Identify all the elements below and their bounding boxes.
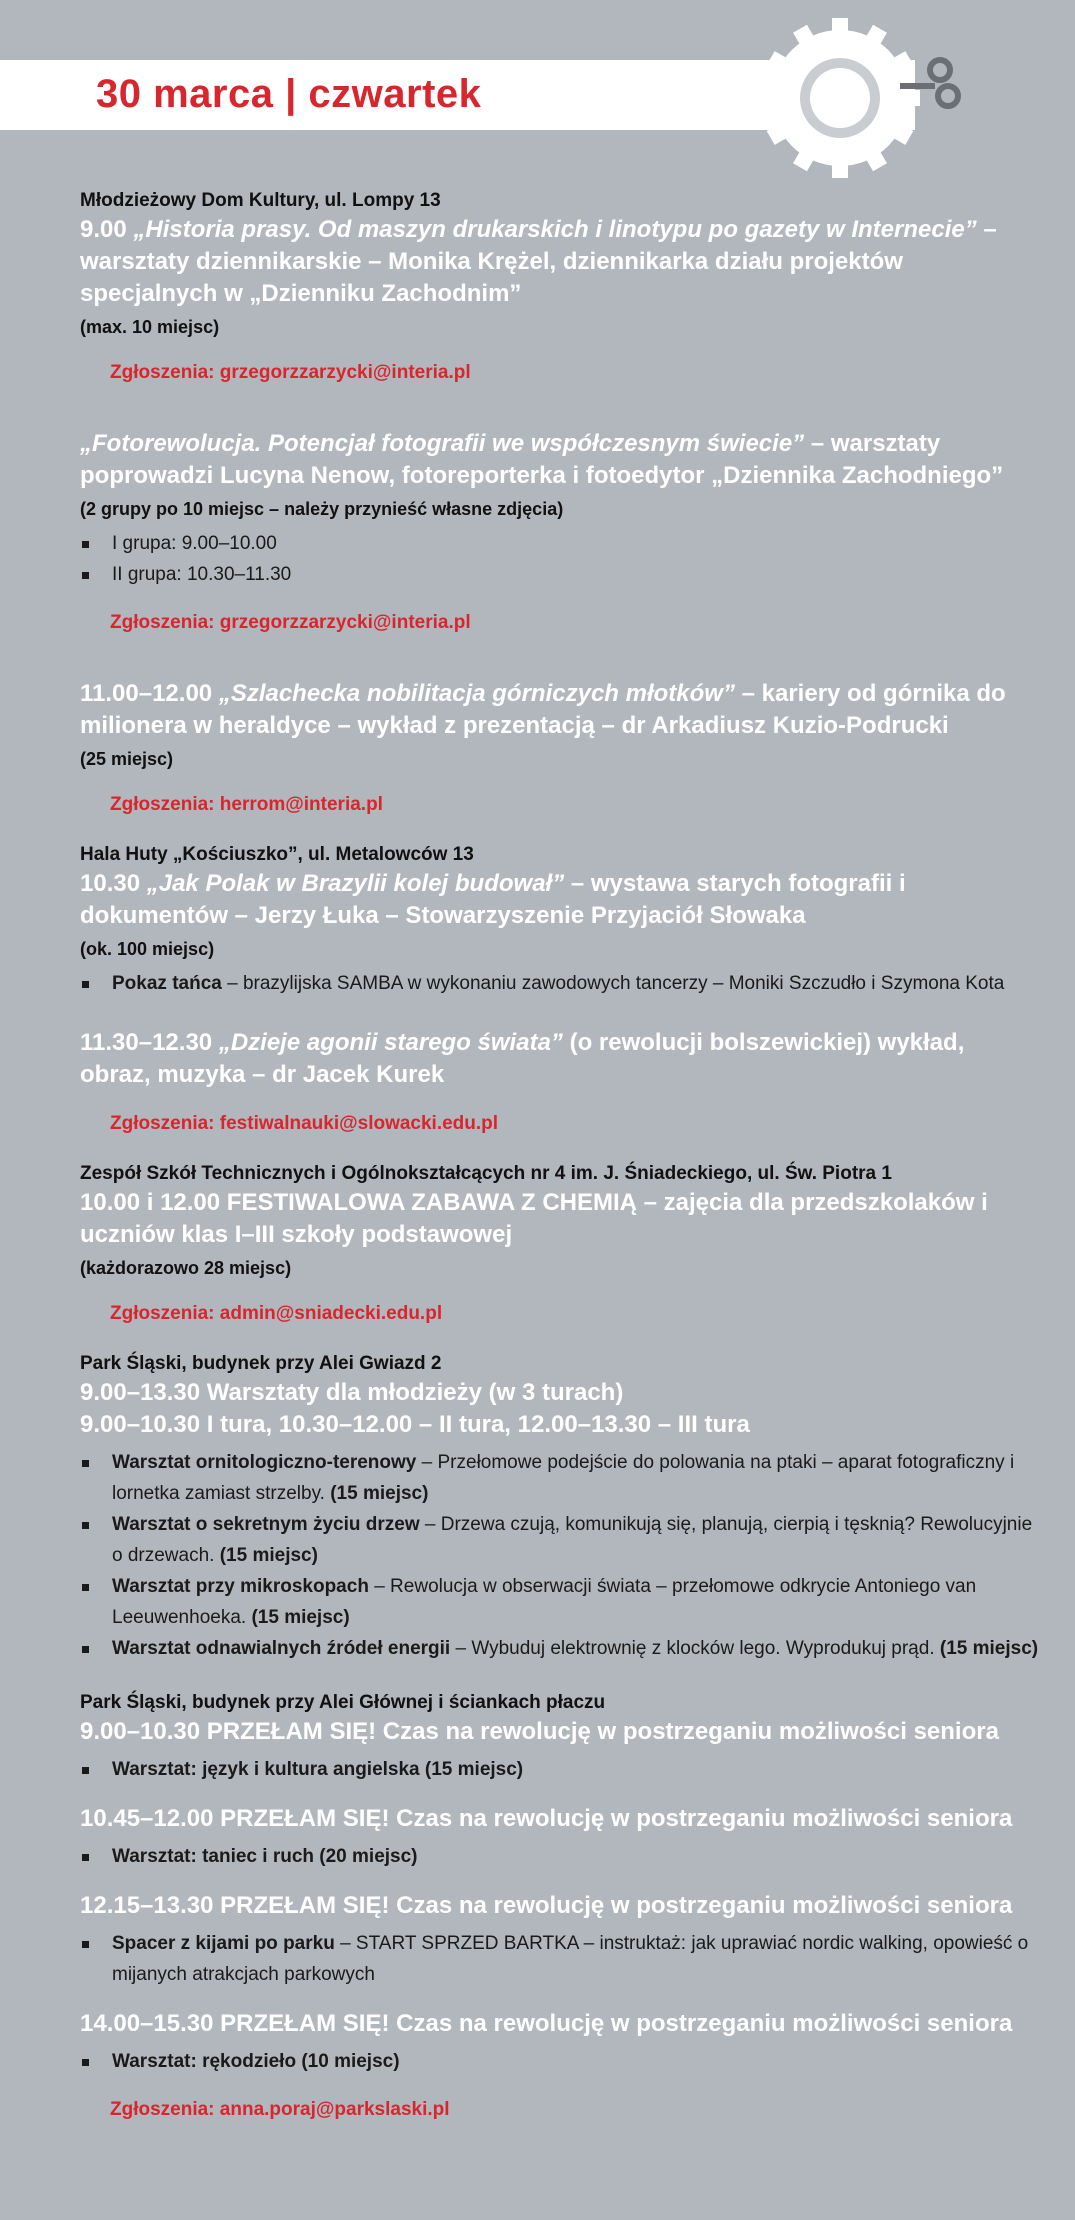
venue-name: Park Śląski, budynek przy Alei Głównej i ściankach płaczu (80, 1692, 606, 1713)
venue-name: Hala Huty „Kościuszko”, ul. Metalowców 13 (80, 844, 474, 865)
list-item: Warsztat ornitologiczno-terenowy – Przełomowe podejście do polowania na ptaki – aparat fotograficzny i lornetka zamiast strzelby. (15 miejsc) (80, 1447, 1040, 1509)
venue-name: Młodzieżowy Dom Kultury, ul. Lompy 13 (80, 190, 441, 211)
bullet-list (80, 2046, 1040, 2077)
event-headline: 10.00 i 12.00 FESTIWALOWA ZABAWA Z CHEMIĄ – zajęcia dla przedszkolaków i uczniów klas I–III szkoły podstawowej (80, 1189, 988, 1248)
venue-section-park-glowna (80, 1692, 1040, 2121)
event-headline: 14.00–15.30 PRZEŁAM SIĘ! Czas na rewolucję w postrzeganiu możliwości seniora (80, 2010, 1013, 2037)
list-item: Pokaz tańca – brazylijska SAMBA w wykonaniu zawodowych tancerzy – Moniki Szczudło i Szymona Kota (80, 968, 1040, 999)
page-title: 30 marca | czwartek (96, 72, 482, 116)
event-headline: 11.30–12.30 „Dzieje agonii starego świata” (o rewolucji bolszewickiej) wykład, obraz, muzyka – dr Jacek Kurek (80, 1029, 965, 1088)
event-headline: 9.00–13.30 Warsztaty dla młodzieży (w 3 turach) (80, 1379, 624, 1406)
event-headline: 12.15–13.30 PRZEŁAM SIĘ! Czas na rewolucję w postrzeganiu możliwości seniora (80, 1892, 1013, 1919)
list-item: Warsztat o sekretnym życiu drzew – Drzewa czują, komunikują się, planują, cierpią i tęsknią? Rewolucyjnie o drzewach. (15 miejsc) (80, 1509, 1040, 1571)
event-headline: 10.45–12.00 PRZEŁAM SIĘ! Czas na rewolucję w postrzeganiu możliwości seniora (80, 1805, 1013, 1832)
workshop-list (80, 1447, 1040, 1664)
registration-email[interactable]: Zgłoszenia: festiwalnauki@slowacki.edu.pl (110, 1113, 499, 1134)
seat-note: (każdorazowo 28 miejsc) (80, 1258, 292, 1278)
registration-email[interactable]: Zgłoszenia: anna.poraj@parkslaski.pl (110, 2099, 450, 2120)
bullet-list (80, 1928, 1040, 1990)
event-headline: 10.30 „Jak Polak w Brazylii kolej budował” – wystawa starych fotografii i dokumentów – Jerzy Łuka – Stowarzyszenie Przyjaciół Słowaka (80, 870, 906, 929)
venue-section-park-gwiazd (80, 1353, 1040, 1664)
schedule (80, 190, 1040, 2121)
list-item: Spacer z kijami po parku – START SPRZED BARTKA – instruktaż: jak uprawiać nordic walking, opowieść o mijanych atrakcjach parkowych (80, 1928, 1040, 1990)
list-item: Warsztat odnawialnych źródeł energii – Wybuduj elektrownię z klocków lego. Wyprodukuj prąd. (15 miejsc) (80, 1633, 1040, 1664)
event-headline: 11.00–12.00 „Szlachecka nobilitacja górniczych młotków” – kariery od górnika do milionera w heraldyce – wykład z prezentacją – dr Arkadiusz Kuzio-Podrucki (80, 680, 1006, 739)
seat-note: (max. 10 miejsc) (80, 317, 220, 337)
gear-icon (750, 18, 990, 178)
list-item: Warsztat: język i kultura angielska (15 miejsc) (80, 1754, 1040, 1785)
bullet-list (80, 1754, 1040, 1785)
group-list (80, 528, 1040, 590)
registration-email[interactable]: Zgłoszenia: grzegorzzarzycki@interia.pl (110, 612, 471, 633)
event-headline: „Fotorewolucja. Potencjał fotografii we współczesnym świecie” – warsztaty poprowadzi Lucyna Nenow, fotoreporterka i fotoedytor „Dziennika Zachodniego” (80, 430, 1004, 489)
list-item: II grupa: 10.30–11.30 (80, 559, 1040, 590)
bullet-list (80, 1841, 1040, 1872)
registration-email[interactable]: Zgłoszenia: admin@sniadecki.edu.pl (110, 1303, 443, 1324)
seat-note: (ok. 100 miejsc) (80, 939, 215, 959)
registration-email[interactable]: Zgłoszenia: grzegorzzarzycki@interia.pl (110, 362, 471, 383)
venue-section-mdk (80, 190, 1040, 816)
seat-note: (25 miejsc) (80, 749, 174, 769)
bullet-list (80, 968, 1040, 999)
seat-note: (2 grupy po 10 miejsc – należy przynieść własne zdjęcia) (80, 499, 564, 519)
list-item: Warsztat: rękodzieło (10 miejsc) (80, 2046, 1040, 2077)
venue-name: Park Śląski, budynek przy Alei Gwiazd 2 (80, 1353, 442, 1374)
list-item: Warsztat przy mikroskopach – Rewolucja w obserwacji świata – przełomowe odkrycie Antoniego van Leeuwenhoeka. (15 miejsc) (80, 1571, 1040, 1633)
list-item: I grupa: 9.00–10.00 (80, 528, 1040, 559)
event-headline: 9.00 „Historia prasy. Od maszyn drukarskich i linotypu po gazety w Internecie” – warsztaty dziennikarskie – Monika Krężel, dziennikarka działu projektów specjalnych w „Dzienniku Zachodnim” (80, 216, 997, 307)
event-headline: 9.00–10.30 PRZEŁAM SIĘ! Czas na rewolucję w postrzeganiu możliwości seniora (80, 1718, 999, 1745)
venue-section-zst (80, 1163, 1040, 1325)
venue-section-huta (80, 844, 1040, 1135)
list-item: Warsztat: taniec i ruch (20 miejsc) (80, 1841, 1040, 1872)
event-headline: 9.00–10.30 I tura, 10.30–12.00 – II tura, 12.00–13.30 – III tura (80, 1411, 750, 1438)
registration-email[interactable]: Zgłoszenia: herrom@interia.pl (110, 794, 383, 815)
venue-name: Zespół Szkół Technicznych i Ogólnokształcących nr 4 im. J. Śniadeckiego, ul. Św. Piotra 1 (80, 1163, 892, 1184)
